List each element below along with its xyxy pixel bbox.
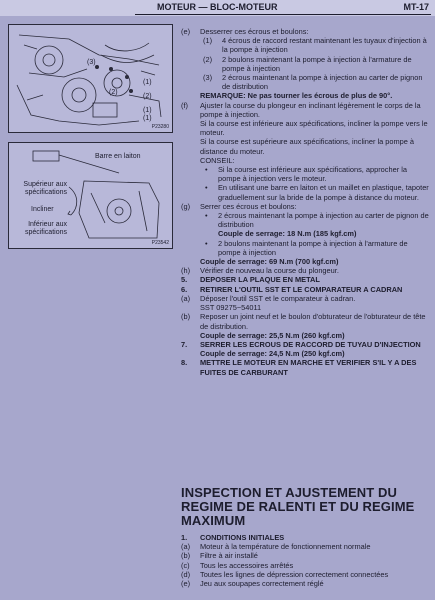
step-e-2 <box>181 55 431 73</box>
section-heading: INSPECTION ET AJUSTEMENT DU REGIME DE RALENTI ET DU REGIME MAXIMUM <box>181 485 415 528</box>
item-text: Toutes les lignes de dépression correctement connectées <box>200 569 389 579</box>
step-marker: (g) <box>181 201 191 211</box>
step-a <box>181 294 431 303</box>
step-text: CONDITIONS INITIALES <box>200 533 285 542</box>
step-text: Serrer ces écrous et boulons: <box>200 201 297 211</box>
item-marker: (b) <box>181 551 191 561</box>
initial-conditions <box>181 533 431 588</box>
step-text: Ajuster la course du plongeur en inclinant légèrement le corps de la pompe à injection. <box>200 100 421 119</box>
step-marker: 1. <box>181 533 188 542</box>
above-spec-label: Supérieur aux spécifications <box>23 181 67 196</box>
step-f-para-2: Si la course est supérieure aux spécifications, incliner la pompe à distance du moteur. <box>200 137 415 156</box>
condition-item <box>181 570 431 579</box>
step-marker: (a) <box>181 293 191 303</box>
callout-1c: (1) <box>143 115 152 122</box>
remark: REMARQUE: Ne pas tourner les écrous de plus de 90°. <box>200 91 393 101</box>
step-marker: 8. <box>181 358 188 368</box>
section-title: MOTEUR — BLOC-MOTEUR <box>157 2 278 12</box>
bullet-icon: • <box>205 238 208 248</box>
step-e <box>181 27 431 36</box>
sst-number: SST 09275−54011 <box>200 303 262 313</box>
step-marker: 5. <box>181 275 188 285</box>
torque-spec: Couple de serrage: 69 N.m (700 kgf.cm) <box>200 257 339 267</box>
step-marker: 6. <box>181 284 188 294</box>
callout-1: (1) <box>143 79 152 86</box>
step-f <box>181 101 431 119</box>
step-marker: (b) <box>181 312 191 322</box>
item-text: 2 écrous maintenant la pompe à injection au carter de pignon de distribution <box>222 73 423 92</box>
step-f-para-1: Si la course est inférieure aux spécifications, incliner la pompe vers le moteur. <box>200 119 428 138</box>
torque-spec: Couple de serrage: 24,5 N.m (250 kgf.cm) <box>200 349 345 359</box>
step-5 <box>181 275 431 284</box>
header-rule <box>135 14 431 15</box>
step-text: RETIRER L'OUTIL SST ET LE COMPARATEUR A CADRAN <box>200 284 403 294</box>
item-marker: (d) <box>181 569 191 579</box>
procedure-text <box>181 27 431 377</box>
item-text: Moteur à la température de fonctionnement normale <box>200 542 371 552</box>
step-e-1 <box>181 36 431 54</box>
step-b <box>181 312 431 330</box>
step-g <box>181 202 431 211</box>
bullet-text: 2 boulons maintenant la pompe à injection à l'armature de pompe à injection <box>218 238 408 257</box>
item-text: Tous les accessoires arrêtés <box>200 560 294 570</box>
step-marker: (f) <box>181 100 188 110</box>
item-text: 2 boulons maintenant la pompe à injection à l'armature de pompe à injection <box>222 54 412 73</box>
step-text: DEPOSER LA PLAQUE EN METAL <box>200 275 320 285</box>
figure-code: P23542 <box>151 240 169 246</box>
hint-bullet-2 <box>181 183 431 201</box>
step-text: Déposer l'outil SST et le comparateur à cadran. <box>200 293 356 303</box>
condition-item <box>181 579 431 588</box>
step-g-bullet-1 <box>181 211 431 229</box>
brass-bar-label: Barre en laiton <box>95 153 141 160</box>
step-text: Reposer un joint neuf et le boulon d'obturateur de l'obturateur de tête de distribution. <box>200 312 426 331</box>
item-marker: (2) <box>203 54 213 64</box>
item-marker: (a) <box>181 542 191 552</box>
item-marker: (1) <box>203 36 213 46</box>
step-g-bullet-2 <box>181 239 431 257</box>
step-text: Desserrer ces écrous et boulons: <box>200 27 309 36</box>
step-marker: (e) <box>181 27 191 36</box>
step-text: Vérifier de nouveau la course du plongeur. <box>200 266 339 276</box>
item-marker: (e) <box>181 579 191 589</box>
callout-2: (2) <box>143 93 152 100</box>
below-spec-label: Inférieur aux spécifications <box>24 221 67 236</box>
callout-2b: (2) <box>109 89 118 96</box>
step-marker: 7. <box>181 339 188 349</box>
bullet-text: En utilisant une barre en laiton et un maillet en plastique, tapoter graduellement sur la bride de la pompe à distance du moteur. <box>218 183 429 202</box>
page-header <box>0 0 435 16</box>
page-number: MT-17 <box>403 2 429 12</box>
figure-injection-pump-nuts <box>8 24 173 133</box>
condition-item <box>181 561 431 570</box>
bullet-text: Si la course est inférieure aux spécifications, approcher la pompe à injection vers le moteur. <box>218 165 407 184</box>
item-text: Filtre à air installé <box>200 551 258 561</box>
bullet-icon: • <box>205 183 208 193</box>
bullet-text: 2 écrous maintenant la pompe à injection au carter de pignon de distribution <box>218 211 429 230</box>
hint-label: CONSEIL: <box>200 155 235 165</box>
figure-pump-tilt <box>8 142 173 249</box>
tilt-label: Incliner <box>31 206 54 213</box>
item-marker: (3) <box>203 73 213 83</box>
condition-item <box>181 551 431 560</box>
callout-1b: (1) <box>143 107 152 114</box>
step-1 <box>181 533 431 542</box>
step-8 <box>181 358 431 376</box>
bullet-icon: • <box>205 211 208 221</box>
step-6 <box>181 285 431 294</box>
item-text: Jeu aux soupapes correctement réglé <box>200 579 324 589</box>
step-h <box>181 266 431 275</box>
step-7 <box>181 340 431 349</box>
hint-bullet-1 <box>181 165 431 183</box>
step-e-3 <box>181 73 431 91</box>
step-text: METTRE LE MOTEUR EN MARCHE ET VERIFIER S'IL Y A DES FUITES DE CARBURANT <box>200 358 417 377</box>
item-marker: (c) <box>181 560 190 570</box>
figure-code: P23280 <box>151 124 169 130</box>
torque-spec: Couple de serrage: 18 N.m (185 kgf.cm) <box>218 229 357 239</box>
torque-spec: Couple de serrage: 25,5 N.m (260 kgf.cm) <box>200 330 345 340</box>
condition-item <box>181 542 431 551</box>
step-marker: (h) <box>181 266 191 276</box>
callout-3: (3) <box>87 59 96 66</box>
bullet-icon: • <box>205 165 208 175</box>
step-text: SERRER LES ECROUS DE RACCORD DE TUYAU D'INJECTION <box>200 339 421 349</box>
item-text: 4 écrous de raccord restant maintenant les tuyaux d'injection à la pompe à injection <box>222 36 427 55</box>
